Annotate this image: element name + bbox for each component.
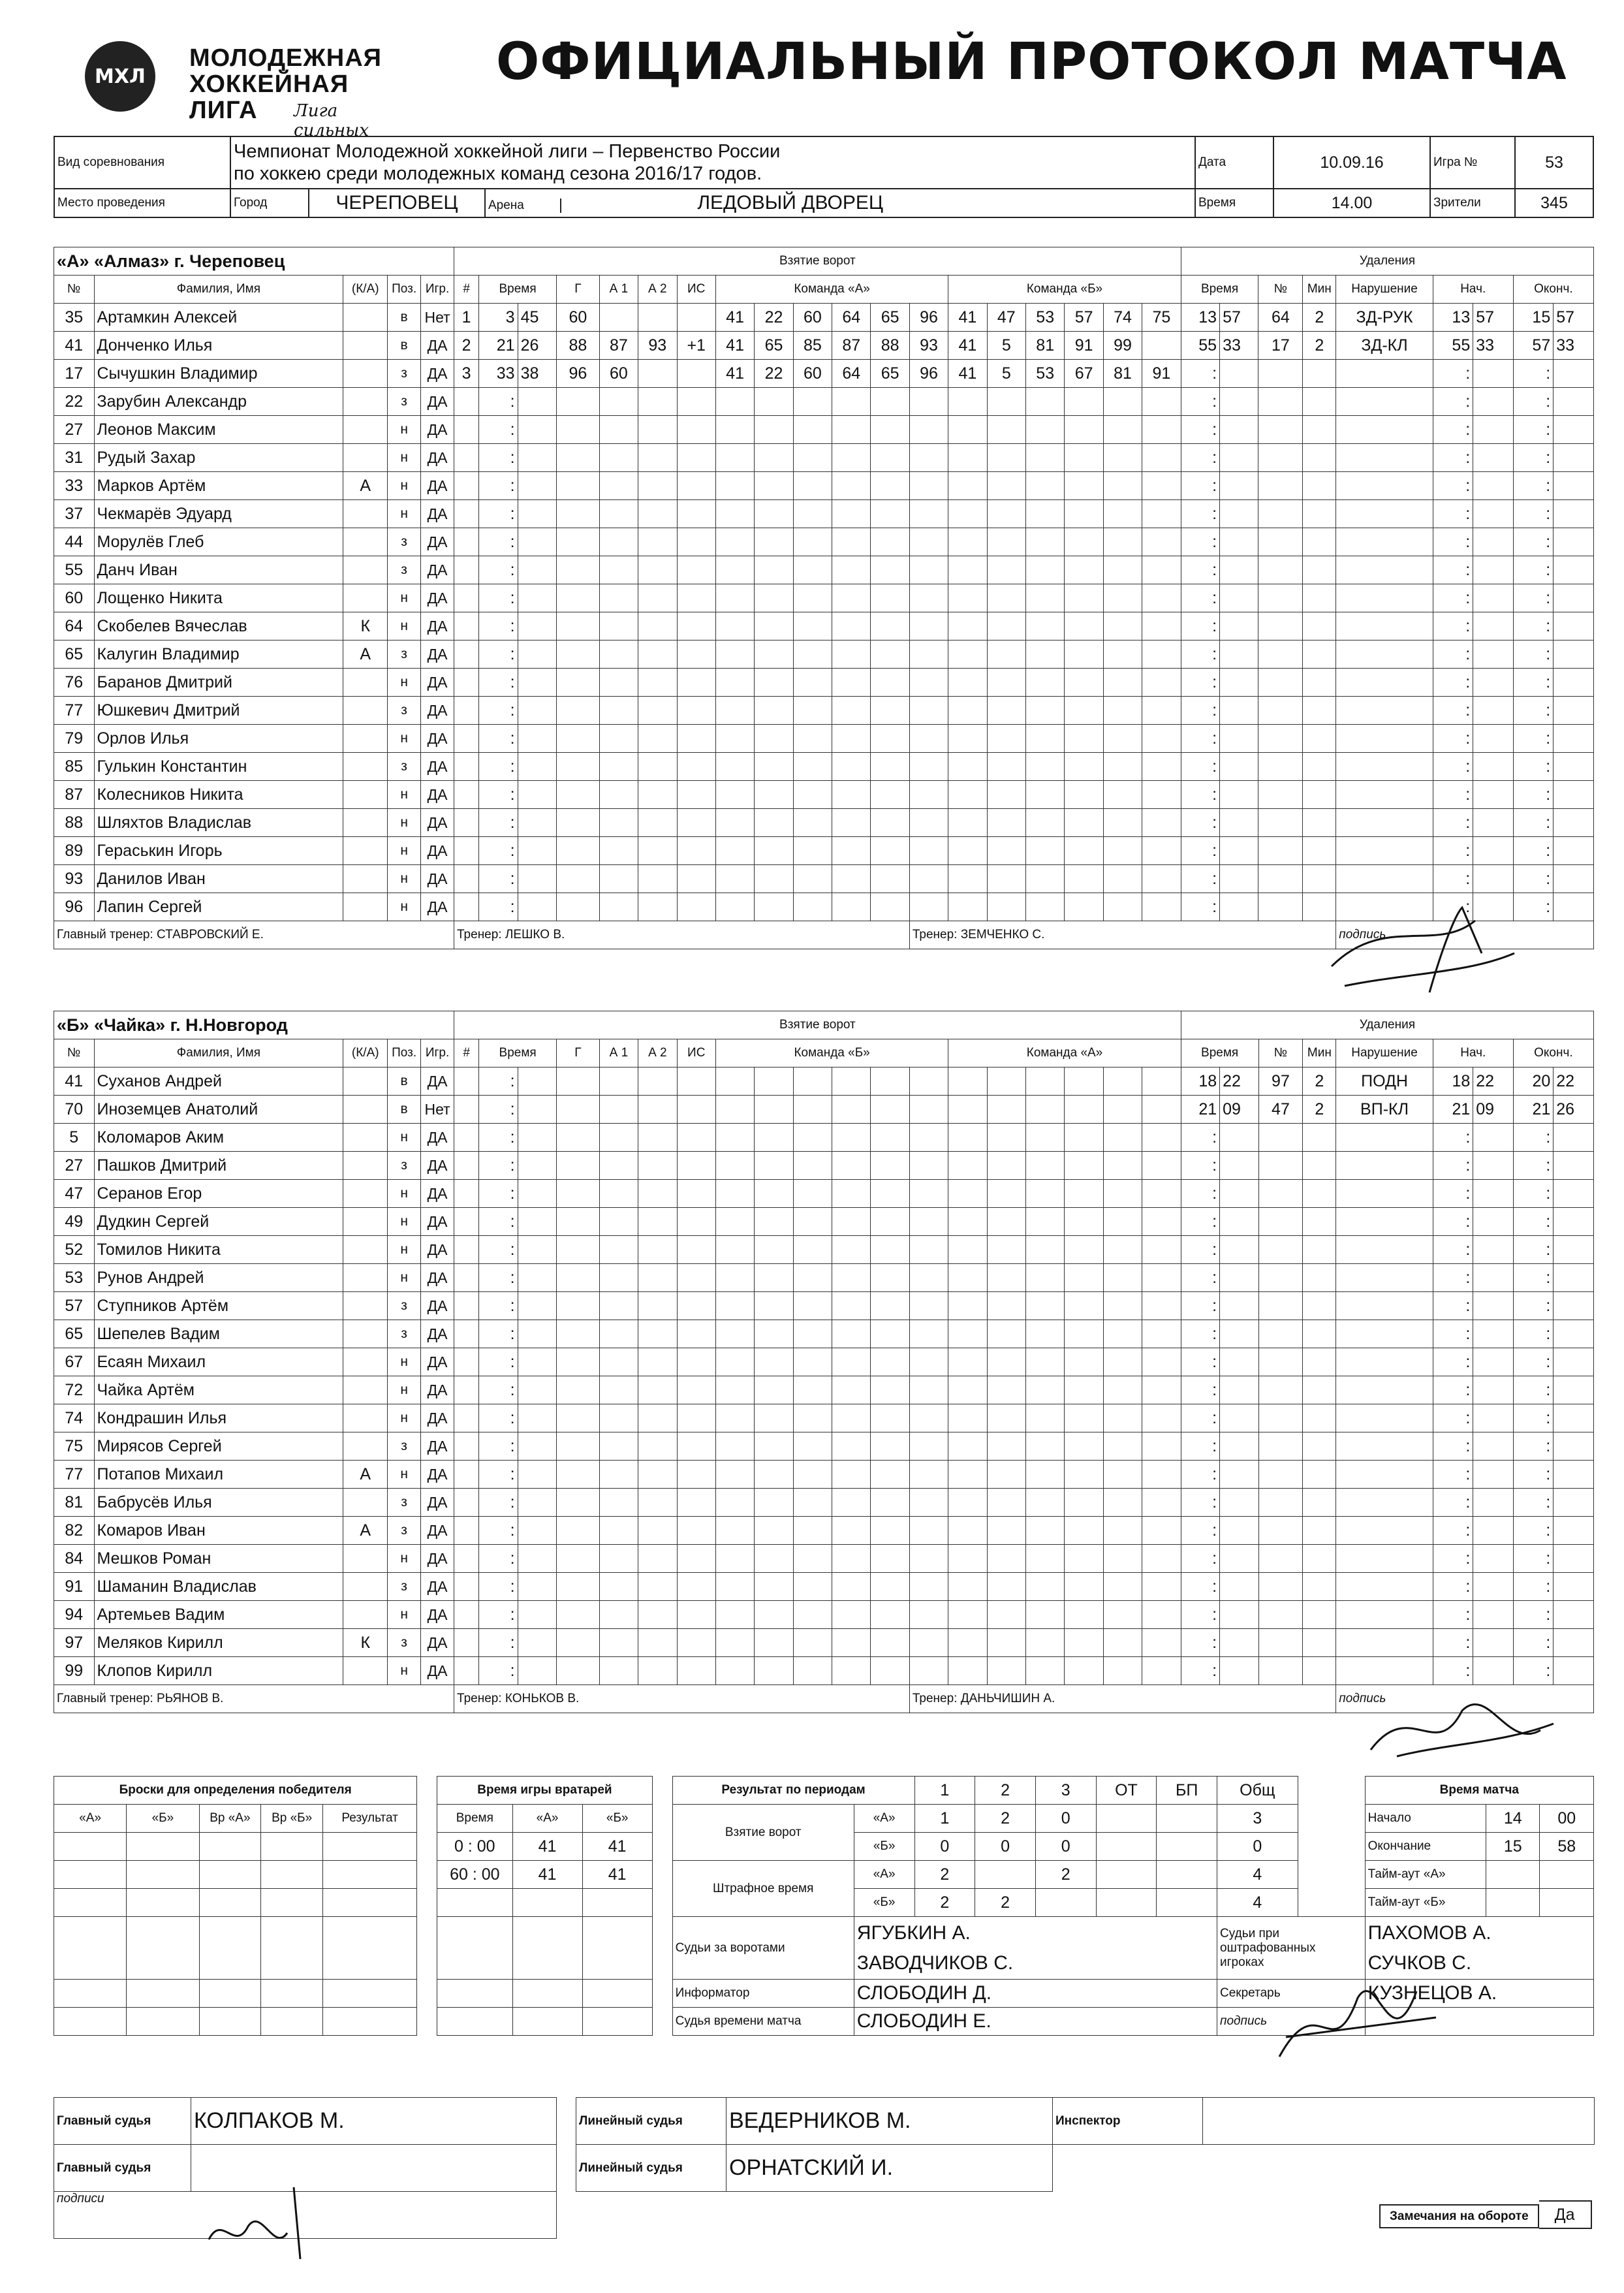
trainer-1: Тренер: ЛЕШКО В. [454, 921, 910, 949]
player-row: 57 Ступников Артём з ДА : : : : [54, 1292, 1594, 1320]
officials-table: Главный судья КОЛПАКОВ М. Линейный судья ВЕДЕРНИКОВ М. Инспектор Главный судья Линейный судья ОРНАТСКИЙ И. подписи Замечания на обороте Да [54, 2097, 1595, 2239]
penalties-title: Удаления [1181, 1011, 1593, 1039]
player-row: 41 Суханов Андрей в ДА : 18 22 97 2 ПОДН 18 22 20 22 [54, 1067, 1594, 1096]
penalty-judges-label: Судьи при оштрафованных игроках [1217, 1917, 1366, 1980]
player-row: 76 Баранов Дмитрий н ДА : : : : [54, 669, 1594, 697]
arena: Арена ЛЕДОВЫЙ ДВОРЕЦ [485, 189, 1195, 217]
player-row: 85 Гулькин Константин з ДА : : : : [54, 753, 1594, 781]
sign-label: подпись [1336, 921, 1594, 949]
team-b-table: «Б» «Чайка» г. Н.Новгород Взятие ворот Удаления № Фамилия, Имя (К/А) Поз. Игр. # Время Г А 1 А 2 ИС Команда «Б» Команда «А» Время № Мин Нарушение Нач. Оконч. 41 Суханов Андрей в ДА : 18 22 97 2 ПОДН 18 22 20 22 70 Иноземцев Анатолий в Нет : 21 09 47 2 ВП-КЛ 21 09 21 26 5 Коломаров Аким н ДА : : : : 27 Пашков Дмитрий з ДА : : : : 47 Серанов Егор н ДА : : : : 49 Дудкин Сергей н ДА : : : : 52 Томилов Никита н ДА : : : : 53 Рунов Андрей н ДА : : : : 57 Ступников Артём з ДА : : : : 65 Шепелев Вадим з ДА : : : : 67 Есаян Михаил н ДА : : : : 72 Чайка Артём н ДА : : : : 74 Кондрашин Илья н ДА : : : : 75 Мирясов Сергей з ДА : : : : 77 Потапов Михаил А н ДА : : : : 81 Бабрусёв Илья з ДА : : : : 82 Комаров Иван А з ДА : : : : 84 Мешков Роман н ДА : : : : 91 Шаманин Владислав з ДА : : : : 94 Артемьев Вадим н ДА : : : : 97 Меляков Кирилл К з ДА : : : : 99 Клопов Кирилл н ДА : : : : Главный тренер: РЬЯНОВ В. Тренер: КОНЬКОВ В. Тренер: ДАНЬЧИШИН А. подпись [54, 1011, 1594, 1713]
city-label: Город [230, 189, 309, 217]
remarks-label: Замечания на обороте [1379, 2204, 1539, 2228]
match-header [54, 136, 1594, 218]
trainer-2: Тренер: ДАНЬЧИШИН А. [909, 1685, 1335, 1713]
player-row: 72 Чайка Артём н ДА : : : : [54, 1376, 1594, 1404]
player-row: 53 Рунов Андрей н ДА : : : : [54, 1264, 1594, 1292]
game-label: Игра № [1430, 136, 1515, 189]
match-time-title: Время матча [1365, 1777, 1593, 1805]
city: ЧЕРЕПОВЕЦ [309, 189, 485, 217]
head-referee-1: КОЛПАКОВ М. [191, 2098, 557, 2145]
player-row: 27 Пашков Дмитрий з ДА : : : : [54, 1152, 1594, 1180]
player-row: 37 Чекмарёв Эдуард н ДА : : : : [54, 500, 1594, 528]
league-logo [78, 36, 418, 140]
player-row: 84 Мешков Роман н ДА : : : : [54, 1545, 1594, 1573]
gk-row-2: 60 : 00 [437, 1861, 512, 1889]
player-row: 22 Зарубин Александр з ДА : : : : [54, 388, 1594, 416]
head-coach: Главный тренер: СТАВРОВСКИЙ Е. [54, 921, 454, 949]
player-row: 35 Артамкин Алексей в Нет 1 3 45 60 41 22 60 64 65 96 41 47 53 57 74 75 13 57 64 2 ЗД-РУК 13 57 15 57 [54, 304, 1594, 332]
goal-judges-label: Судьи за воротами [672, 1917, 854, 1980]
time-label: Время [1195, 189, 1273, 217]
linesman-2: ОРНАТСКИЙ И. [726, 2145, 1053, 2192]
spectators: 345 [1515, 189, 1593, 217]
player-row: 87 Колесников Никита н ДА : : : : [54, 781, 1594, 809]
sign-label: подпись [1336, 1685, 1594, 1713]
player-row: 5 Коломаров Аким н ДА : : : : [54, 1124, 1594, 1152]
linesman-1: ВЕДЕРНИКОВ М. [726, 2098, 1053, 2145]
league-name: МОЛОДЕЖНАЯ ХОККЕЙНАЯ ЛИГА [189, 44, 382, 124]
goal-judges: ЯГУБКИН А. ЗАВОДЧИКОВ С. [854, 1917, 1217, 1980]
player-row: 99 Клопов Кирилл н ДА : : : : [54, 1657, 1594, 1685]
player-row: 89 Гераськин Игорь н ДА : : : : [54, 837, 1594, 865]
player-row: 67 Есаян Михаил н ДА : : : : [54, 1348, 1594, 1376]
secretary: КУЗНЕЦОВ А. [1365, 1980, 1593, 2008]
match-time: 14.00 [1273, 189, 1430, 217]
signature-scribble-b [1358, 1671, 1567, 1769]
player-row: 82 Комаров Иван А з ДА : : : : [54, 1517, 1594, 1545]
player-row: 91 Шаманин Владислав з ДА : : : : [54, 1573, 1594, 1601]
player-row: 77 Потапов Михаил А н ДА : : : : [54, 1461, 1594, 1489]
goals-title: Взятие ворот [454, 1011, 1181, 1039]
player-row: 74 Кондрашин Илья н ДА : : : : [54, 1404, 1594, 1432]
player-row: 44 Морулёв Глеб з ДА : : : : [54, 528, 1594, 556]
player-row: 65 Шепелев Вадим з ДА : : : : [54, 1320, 1594, 1348]
gk-row-1: 0 : 00 [437, 1833, 512, 1861]
penalties-title: Удаления [1181, 247, 1593, 276]
signature-scribble-d [196, 2174, 352, 2272]
signatures-label: подписи [54, 2192, 557, 2239]
player-row: 79 Орлов Илья н ДА : : : : [54, 725, 1594, 753]
player-row: 77 Юшкевич Дмитрий з ДА : : : : [54, 697, 1594, 725]
page-title: ОФИЦИАЛЬНЫЙ ПРОТОКОЛ МАТЧА [496, 33, 1567, 91]
team-title: «А» «Алмаз» г. Череповец [54, 247, 454, 276]
spectators-label: Зрители [1430, 189, 1515, 217]
penalty-judges: ПАХОМОВ А. СУЧКОВ С. [1365, 1917, 1593, 1980]
player-row: 81 Бабрусёв Илья з ДА : : : : [54, 1489, 1594, 1517]
player-row: 93 Данилов Иван н ДА : : : : [54, 865, 1594, 893]
trainer-2: Тренер: ЗЕМЧЕНКО С. [909, 921, 1335, 949]
signature-scribble-a [1305, 875, 1527, 1005]
player-row: 97 Меляков Кирилл К з ДА : : : : [54, 1629, 1594, 1657]
player-row: 31 Рудый Захар н ДА : : : : [54, 444, 1594, 472]
player-row: 64 Скобелев Вячеслав К н ДА : : : : [54, 612, 1594, 640]
player-row: 75 Мирясов Сергей з ДА : : : : [54, 1432, 1594, 1461]
head-coach: Главный тренер: РЬЯНОВ В. [54, 1685, 454, 1713]
game-number: 53 [1515, 136, 1593, 189]
player-row: 41 Донченко Илья в ДА 2 21 26 88 87 93 +1 41 65 85 87 88 93 41 5 81 91 99 55 33 17 2 ЗД-КЛ 55 33 57 33 [54, 332, 1594, 360]
match-date: 10.09.16 [1273, 136, 1430, 189]
player-row: 65 Калугин Владимир А з ДА : : : : [54, 640, 1594, 669]
team-title: «Б» «Чайка» г. Н.Новгород [54, 1011, 454, 1039]
player-row: 60 Лощенко Никита н ДА : : : : [54, 584, 1594, 612]
goalie-time-title: Время игры вратарей [437, 1777, 653, 1805]
player-row: 27 Леонов Максим н ДА : : : : [54, 416, 1594, 444]
venue-label: Место проведения [54, 189, 230, 217]
signature-scribble-c [1260, 1959, 1456, 2089]
periods-title: Результат по периодам [672, 1777, 914, 1805]
informer: СЛОБОДИН Д. [854, 1980, 1217, 2008]
player-row: 49 Дудкин Сергей н ДА : : : : [54, 1208, 1594, 1236]
league-emblem: МХЛ [85, 41, 155, 112]
player-row: 33 Марков Артём А н ДА : : : : [54, 472, 1594, 500]
team-a-table: «А» «Алмаз» г. Череповец Взятие ворот Удаления № Фамилия, Имя (К/А) Поз. Игр. # Время Г А 1 А 2 ИС Команда «А» Команда «Б» Время № Мин Нарушение Нач. Оконч. 35 Артамкин Алексей в Нет 1 3 45 60 41 22 60 64 65 96 41 47 53 57 74 75 13 57 64 2 ЗД-РУК 13 57 15 57 41 Донченко Илья в ДА 2 21 26 88 87 93 +1 41 65 85 87 88 93 41 5 81 91 99 55 33 17 2 ЗД-КЛ 55 33 57 33 17 Сычушкин Владимир з ДА 3 33 38 96 60 41 22 60 64 65 96 41 5 53 67 81 91 : : : 22 Зарубин Александр з ДА : : : : 27 Леонов Максим н ДА : : : : 31 Рудый Захар н ДА : : : : 33 Марков Артём А н ДА : : : : 37 Чекмарёв Эдуард н ДА : : : : 44 Морулёв Глеб з ДА : : : : 55 Данч Иван з ДА : : : : 60 Лощенко Никита н ДА : : : : 64 Скобелев Вячеслав К н ДА : : : : 65 Калугин Владимир А з ДА : : : : 76 Баранов Дмитрий н ДА : : : : 77 Юшкевич Дмитрий з ДА : : : : 79 Орлов Илья н ДА : : : : 85 Гулькин Константин з ДА : : : : 87 Колесников Никита н ДА : : : : 88 Шляхтов Владислав н ДА : : : : 89 Гераськин Игорь н ДА : : : : 93 Данилов Иван н ДА : : : : 96 Лапин Сергей н ДА : : : : Главный тренер: СТАВРОВСКИЙ Е. Тренер: ЛЕШКО В. Тренер: ЗЕМЧЕНКО С. подпись [54, 247, 1594, 949]
competition: Чемпионат Молодежной хоккейной лиги – Первенство России по хоккею среди молодежных команд сезона 2016/17 годов. [230, 136, 1195, 189]
player-row: 94 Артемьев Вадим н ДА : : : : [54, 1601, 1594, 1629]
player-row: 70 Иноземцев Анатолий в Нет : 21 09 47 2 ВП-КЛ 21 09 21 26 [54, 1096, 1594, 1124]
shootout-title: Броски для определения победителя [54, 1777, 417, 1805]
player-row: 55 Данч Иван з ДА : : : : [54, 556, 1594, 584]
player-row: 47 Серанов Егор н ДА : : : : [54, 1180, 1594, 1208]
player-row: 96 Лапин Сергей н ДА : : : : [54, 893, 1594, 921]
player-row: 17 Сычушкин Владимир з ДА 3 33 38 96 60 41 22 60 64 65 96 41 5 53 67 81 91 : : : [54, 360, 1594, 388]
goals-title: Взятие ворот [454, 247, 1181, 276]
timekeeper: СЛОБОДИН Е. [854, 2008, 1217, 2036]
player-row: 88 Шляхтов Владислав н ДА : : : : [54, 809, 1594, 837]
league-slogan: Лига сильных [294, 101, 369, 140]
remarks-value: Да [1539, 2200, 1592, 2229]
summary-table: Броски для определения победителя Время игры вратарей Результат по периодам 1 2 3 ОТ БП Общ Время матча «А» «Б» Вр «А» Вр «Б» Результат Время «А» «Б» Взятие ворот «А» 1 2 0 3 Начало 14 00 0 : 00 41 41 «Б» 0 0 0 0 Окончание 15 58 60 : 00 41 41 Штрафное время «А» 2 2 4 Тайм-аут «А» «Б» 2 2 4 Тайм-аут «Б» Судьи за воротами ЯГУБКИН А. ЗАВОДЧИКОВ С. Судьи при оштрафованных игроках ПАХОМОВ А. СУЧКОВ С. Информатор СЛОБОДИН Д. Секретарь КУЗНЕЦОВ А. Судья времени матча СЛОБОДИН Е. подпись [54, 1776, 1594, 2036]
trainer-1: Тренер: КОНЬКОВ В. [454, 1685, 910, 1713]
competition-label: Вид соревнования [54, 136, 230, 189]
player-row: 52 Томилов Никита н ДА : : : : [54, 1236, 1594, 1264]
date-label: Дата [1195, 136, 1273, 189]
